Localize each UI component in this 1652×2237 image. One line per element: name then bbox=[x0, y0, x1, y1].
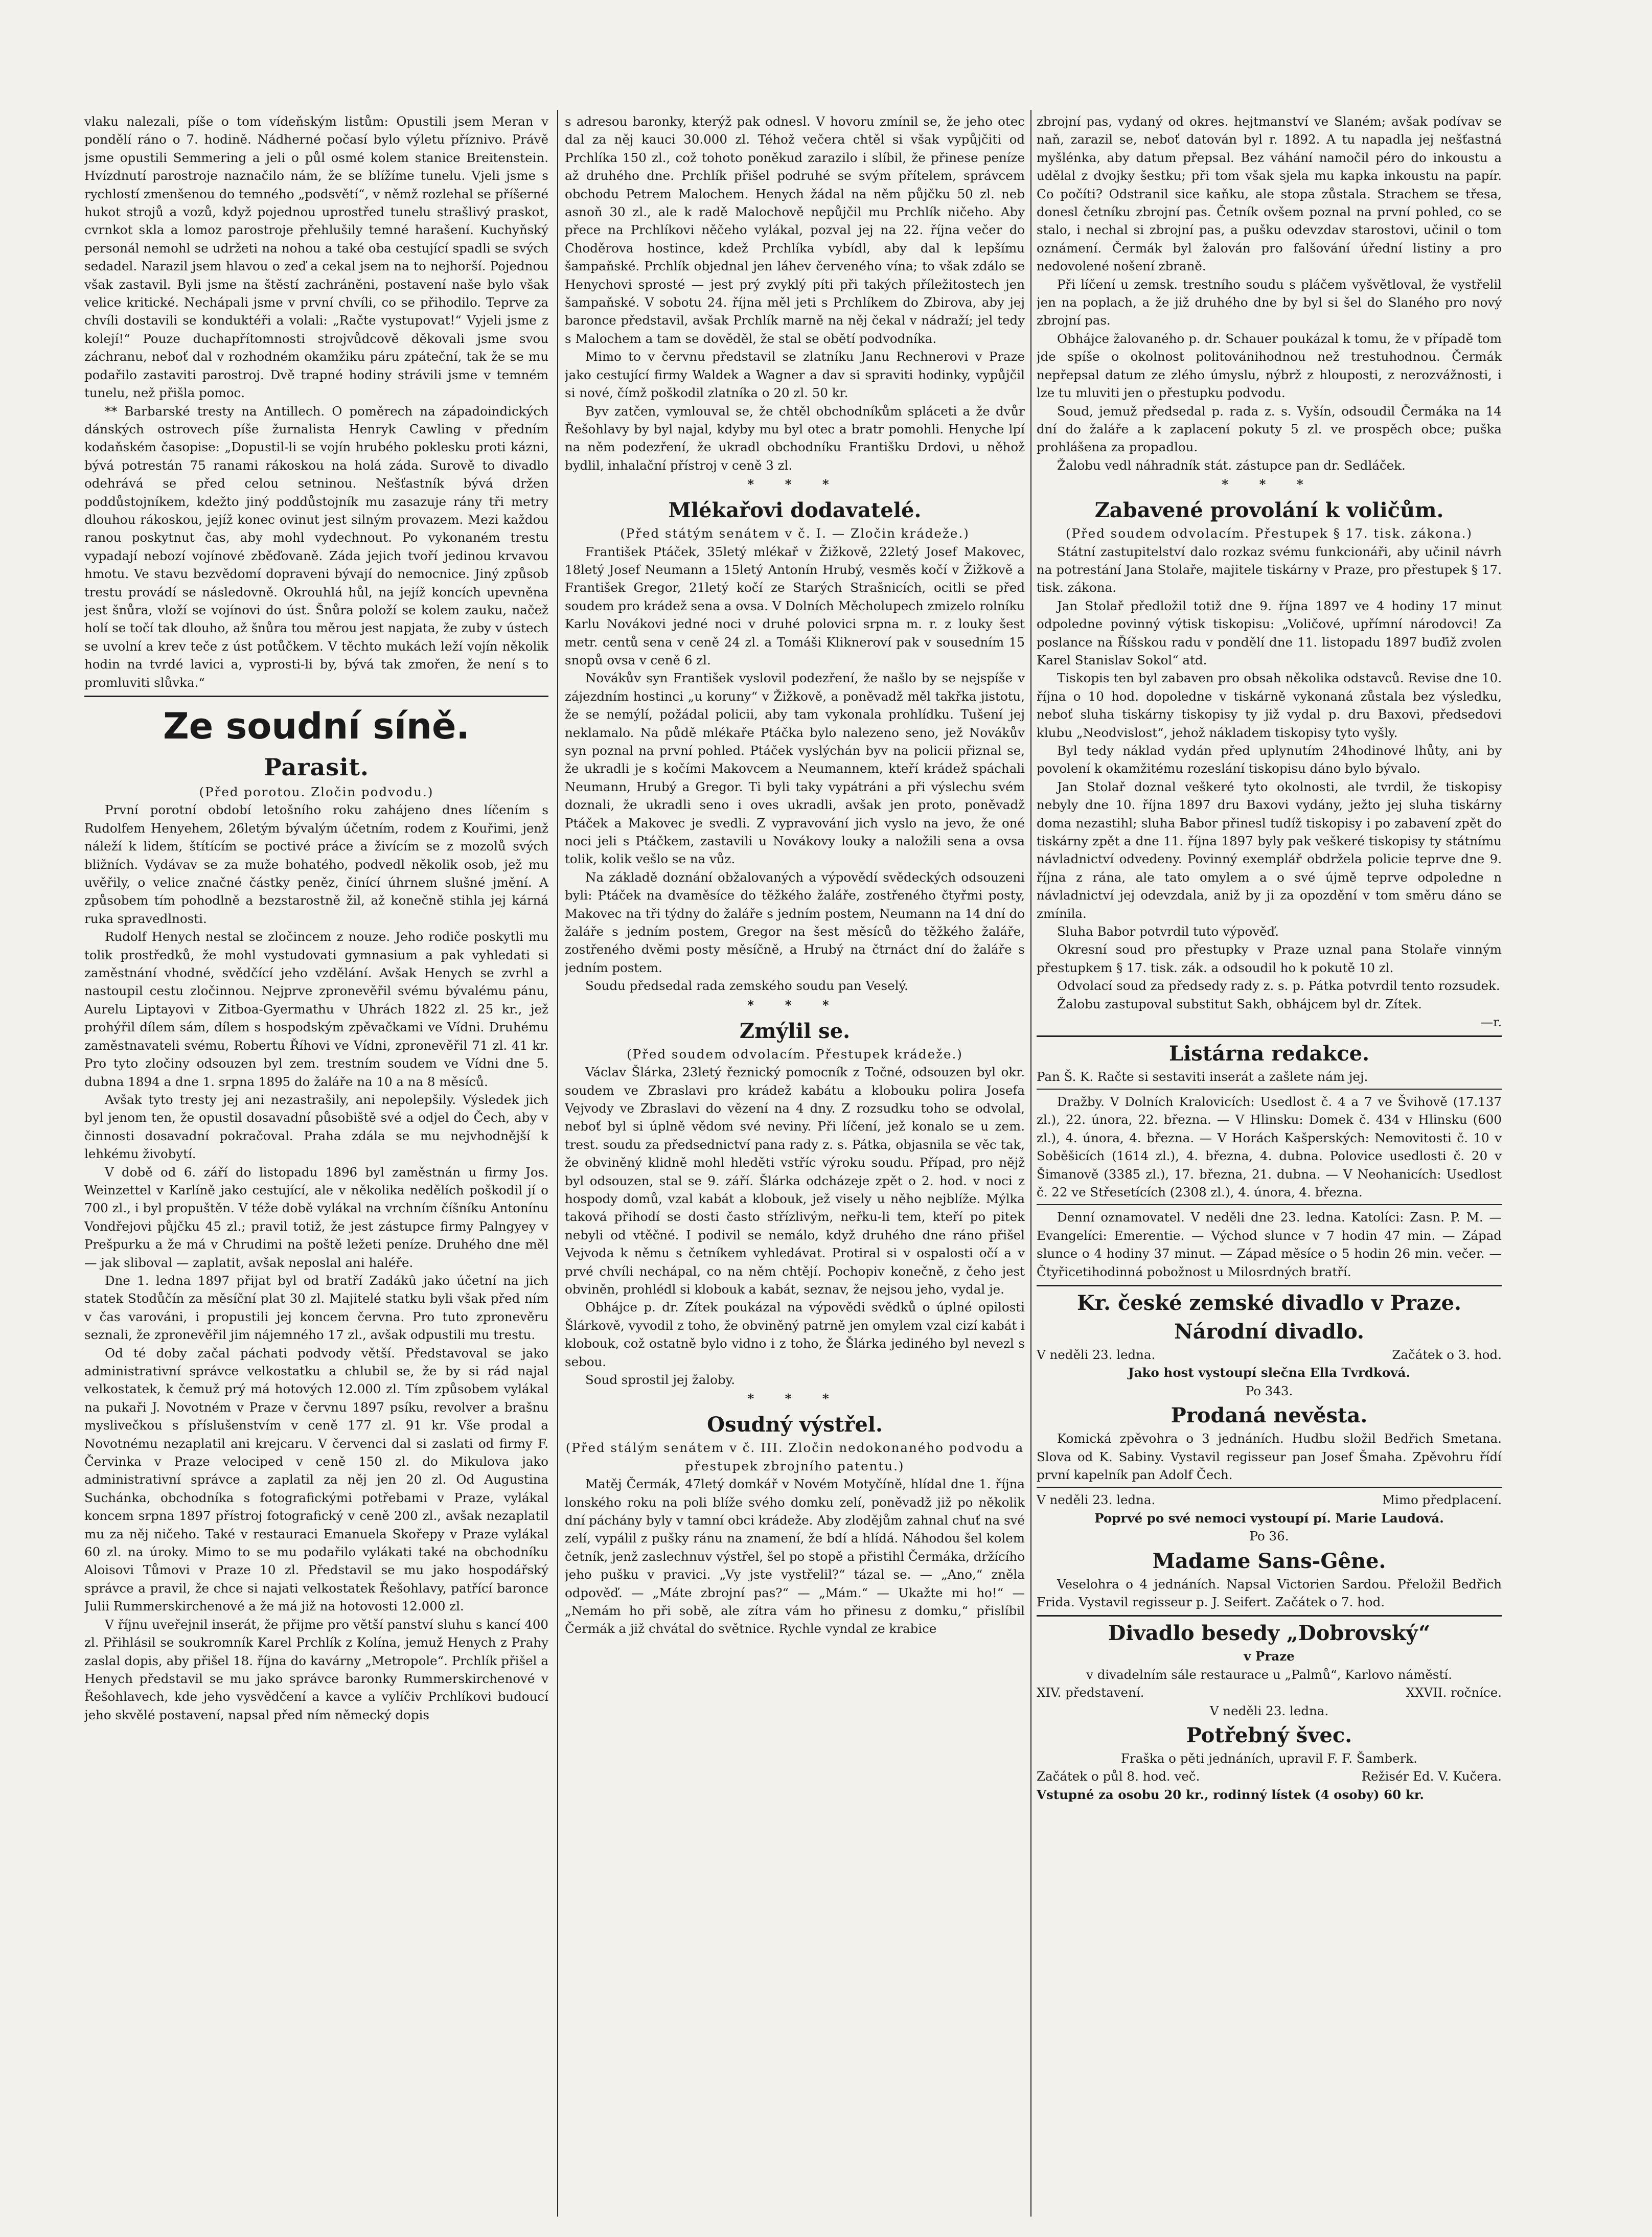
divider bbox=[1037, 1089, 1502, 1090]
play-title: Madame Sans-Gêne. bbox=[1152, 1549, 1386, 1573]
article-paragraph: Rudolf Henych nestal se zločincem z nouze. Jeho rodiče poskytli mu tolik prostředků, že mohl vystudovati gymnasium a pak vyhledati si zaměstnání vhodné, svědčící jeho vzdělání. Avšak Henych se zvrhl a nastoupil cestu zločinnou. Nejprve zpronevěřil svému bývalému pánu, Aurelu Liptayovi v Zitboa-Gyermathu v Uhrách 1822 zl. 25 kr., jež prohýřil dílem sám, dílem s hospodským zpěvačkami ve Vídni. Druhému zaměstnavateli svému, Robertu Říhovi ve Vídni, zpronevěřil 71 zl. 41 kr. Pro tyto zločiny odsouzen byl zem. trestním soudem ve Vídni dne 5. dubna 1894 a dne 1. srpna 1895 do žaláře na 10 a na 8 měsíců. bbox=[84, 929, 548, 1089]
article-paragraph: Matěj Čermák, 47letý domkář v Novém Motyčíně, hlídal dne 1. října lonského roku na poli blíže svého domku zelí, poněvadž již po několik dní páchány byly v tamní obci krádeže. Aby zlodějům zahnal chuť na své zelí, vypálil z pušky ránu na znamení, že bdí a hlídá. Náhodou šel kolem četník, jenž zaslechnuv výstřel, šel po stopě a přistihl Čermáka, držícího jeho pušku v pravici. „Vy jste vystřelil?“ tázal se. — „Ano,“ zněla odpověď. — „Máte zbrojní pas?“ — „Mám.“ — Ukažte mi ho!“ — „Nemám ho při sobě, ale zítra vám ho přinesu z domku,“ přislíbil Čermák a již chvátal do světnice. Rychle vyndal ze krabice bbox=[565, 1477, 1025, 1636]
besedy-play: Potřebný švec. bbox=[1186, 1723, 1352, 1748]
show-start: Začátek o 3. hod. bbox=[1392, 1347, 1502, 1362]
article-paragraph: s adresou baronky, kterýž pak odnesl. V hovoru zmínil se, že jeho otec dal za něj kauci 30.000 zl. Téhož večera chtěl si však vypůjčiti od Prchlíka 150 zl., což tohoto poněkud zarazilo i slíbil, že přinese peníze až druhého dne. Prchlík přišel podruhé se svým přítelem, správcem obchodu Petrem Malochem. Henych žádal na něm půjčku 50 zl. neb asnoň 30 zl., ale k radě Malochově nepůjčil mu Prchlík ničeho. Aby přece na Prchlíkovi něčeho vylákal, pozval jej na 22. října večer do Choděrova hostince, kdež Prchlíka vybídl, aby dal k lepšímu šampaňské. Prchlík objednal jen láhev červeného vína; to však zdálo se Henychovi sprosté — jest prý zvyklý píti při takých příležitostech jen šampaňské. V sobotu 24. října měl jeti s Prchlíkem do Zbirova, aby jej baronce představil, avšak Prchlík marně na něj čekal v nádraží; jel tedy s Malochem a tam se dověděl, že stal se obětí podvodníka. bbox=[565, 114, 1025, 346]
besedy-desc: Fraška o pěti jednáních, upravil F. F. Šamberk. bbox=[1121, 1751, 1417, 1766]
theatre-row bbox=[1037, 1491, 1502, 1509]
show-number: Po 36. bbox=[1249, 1529, 1289, 1544]
article-paragraph: Okresní soud pro přestupky v Praze uznal pana Stolaře vinným přestupkem § 17. tisk. zák. a odsoudil ho k pokutě 10 zl. bbox=[1037, 942, 1502, 975]
article-paragraph: Od té doby začal páchati podvody větší. Představoval se jako administrativní správce velkostatku a chlubil se, že by si rád najal velkostatek, k čemuž prý má hotových 12.000 zl. Tím způsobem vylákal na pukaři J. Novotném v Praze v červnu 1897 psíku, revolver a brašnu myslivečkou s příslušenstvím v ceně 177 zl. 91 kr. Vše prodal a Novotnému nezaplatil ani krejcaru. V červenci dal si zaslati od firmy F. Červinka v Praze velociped v ceně 150 zl. do Mikulova jako administrativní správce a zaplatil za něj jen 20 zl. Od Augustina Suchánka, obchodníka s fotografickými potřebami v Praze, vylákal koncem srpna 1897 přístroj fotografický v ceně 200 zl., avšak nezaplatil mu za něj ničeho. Také v restauraci Emanuela Skořepy v Praze vylákal 60 zl. na úroky. Mimo to se mu podařilo vylákati také na obchodníku Aloisovi Tůmovi v Praze 10 zl. Představil se mu jako hospodářský správce a pravil, že chce si najati velkostatek Řešohlavy, patřící baronce Julii Rummerskirchenové a že má již na hotovosti 12.000 zl. bbox=[84, 1345, 548, 1614]
besedy-city: v Praze bbox=[1244, 1649, 1295, 1664]
article-title: Osudný výstřel. bbox=[707, 1413, 883, 1437]
article-subtitle: (Před soudem odvolacím. Přestupek § 17. tisk. zákona.) bbox=[1066, 526, 1473, 541]
article-paragraph: Státní zastupitelství dalo rozkaz svému funkcionáři, aby učinil návrh na potrestání Jana Stolaře, majitele tiskárny v Praze, pro přestupek § 17. tisk. zákona. bbox=[1037, 544, 1502, 595]
separator-stars: * * * bbox=[747, 477, 842, 492]
article-paragraph: Při líčení u zemsk. trestního soudu s pláčem vyšvětloval, že vystřelil jen na poplach, a že již druhého dne by byl si šel do Slaného pro nový zbrojní pas. bbox=[1037, 276, 1502, 328]
show-date: V neděli 23. ledna. bbox=[1037, 1347, 1156, 1362]
article-paragraph: V říjnu uveřejnil inserát, že přijme pro větší panství sluhu s kancí 400 zl. Přihlásil se soukromník Karel Prchlík z Kolína, jemuž Henych z Prahy zaslal dopis, aby přišel 18. října do kavárny „Metropole“. Prchlík přišel a Henych představil se mu jako správce baronky Rummerskirchenové v Řešohlavech, kde jeho vysvědčení a kavce a vylíčiv Prchlíkovi budoucí jeho skvělé postavení, napsal před ním německý dopis bbox=[84, 1617, 548, 1722]
article-subtitle: (Před státým senátem v č. I. — Zločin krádeže.) bbox=[620, 526, 970, 541]
article-paragraph: Obhájce p. dr. Zítek poukázal na výpovědi svědků o úplné opilosti Šlárkově, vyvodil z toho, že obviněný patrně jen omylem vzal cizí kabát i klobouk, což ostatně bylo vidno i z toho, že Šlárka jediného byl nevezl s sebou. bbox=[565, 1300, 1025, 1369]
article-paragraph: Odvolací soud za předsedy rady z. s. p. Pátka potvrdil tento rozsudek. bbox=[1057, 978, 1500, 994]
article-paragraph: První porotní období letošního roku zahájeno dnes líčením s Rudolfem Henyehem, 26letým bývalým účetním, rodem z Kouřimi, jenž náleží k lidem, štítícím se poctivé práce a živícím se z mozolů svých bližních. Vydávav se za muže bohatého, podvedl několik osob, jež mu uvěřily, o velice značné částky peněz, činící úhrnem slušné jmění. A způsobem tím pohodlně a bezstarostně žil, až konečně stihla jej kárná ruka spravedlnosti. bbox=[84, 802, 548, 926]
article-title: Mlékařovi dodavatelé. bbox=[668, 498, 922, 523]
article-subtitle: (Před stálým senátem v č. III. Zločin nedokonaného podvodu a přestupek zbrojního patentu.) bbox=[565, 1440, 1024, 1473]
listarna-text: Pan Š. K. Račte si sestaviti inserát a zašlete nám jej. bbox=[1037, 1069, 1368, 1084]
article-paragraph: Byv zatčen, vymlouval se, že chtěl obchodníkům spláceti a že dvůr Řešohlavy by byl najal, kdyby mu byl otec a bratr pomohli. Henyche lpí na něm podezření, že ukradl obchodníku Františku Drdovi, u něhož bydlil, inhalační přístroj v ceně 3 zl. bbox=[565, 403, 1025, 473]
daily-notice: Denní oznamovatel. V neděli dne 23. ledna. Katolíci: Zasn. P. M. — Evangelíci: Emerentie. — Východ slunce v 7 hodin 47 min. — Západ slunce o 4 hodiny 37 minut. — Západ měsíce o 5 hodin 26 min. večer. — Čtyřicetihodinná pobožnost u Milosrdných bratří. bbox=[1037, 1210, 1502, 1279]
besedy-dir: Režisér Ed. V. Kučera. bbox=[1361, 1769, 1502, 1784]
article-paragraph: Sluha Babor potvrdil tuto výpověď. bbox=[1057, 924, 1279, 939]
article-paragraph: Václav Šlárka, 23letý řeznický pomocník z Točné, odsouzen byl okr. soudem ve Zbraslavi pro krádež kabátu a klobouku polira Josefa Vejvody ve Zbraslavi do vězení na 4 dny. Z rozsudku toho se odvolal, neboť byl si úplně vědom své neviny. Při líčení, jež konalo se u zem. trest. soudu za předsednictví pana rady z. s. Pátka, objasnila se věc tak, že obviněný klidně mohl hleděti vstříc výroku soudu. Případ, pro nějž byl odsouzen, stal se 9. září. Šlárka odcházeje zpět o 2. hod. v noci z hospody domů, vzal kabát a klobouk, jež visely u něho nejblíže. Mýlka taková přihodí se dosti často střízlivým, neřku-li tem, kteří po pitek nebyli od vtěčné. I podivil se nemálo, když druhého dne ráno přišel Vejvoda k němu s četníkem vyhledávat. Protiral si v ospalosti očí a v prvé chvíli nechápal, co na něm chtějí. Pochopiv konečně, z čeho jest obviněn, prohlédl si klobouk a kabát, seznav, že nejsou jeho, vydal je. bbox=[565, 1065, 1025, 1297]
article-paragraph: Byl tedy náklad vydán před uplynutím 24hodinové lhůty, ani by povolení k okamžitému rozeslání tiskopisu dáno bylo bývalo. bbox=[1037, 743, 1502, 776]
theatre-row bbox=[1037, 1346, 1502, 1364]
signature: —r. bbox=[1480, 1014, 1502, 1030]
column-divider bbox=[557, 110, 558, 2217]
article-paragraph: zbrojní pas, vydaný od okres. hejtmanství ve Slaném; avšak podívav se naň, zarazil se, neboť datován byl r. 1892. A tu napadla jej nešťastná myšlénka, aby datum přepsal. Bez váhání namočil péro do inkoustu a udělal z dvojky šestku; při tom však sjela mu kapka inkoustu na papír. Co počíti? Odstranil sice kaňku, ale stopa zůstala. Strachem se třesa, donesl četníku zbrojní pas. Četník ovšem poznal na první pohled, co se stalo, i nechal si zbrojní pas, a pušku odevzdav starostovi, učinil o tom oznámení. Čermák byl žalován pro falšování úřední listiny a pro nedovolené nošení zbraně. bbox=[1037, 114, 1502, 274]
divider bbox=[1037, 1035, 1502, 1037]
besedy-row bbox=[1037, 1767, 1502, 1785]
article-paragraph: Na základě doznání obžalovaných a výpovědí svědeckých odsouzeni byli: Ptáček na dvaměsíce do těžkého žaláře, zostřeného čtyřmi posty, Makovec na tři týdny do žaláře s jedním postem, Neumann na 14 dní do žaláře s jedním postem, Gregor na šest měsíců do těžkého žaláře, zostřeného dvěmi posty měsíčně, a Hrubý na čtrnáct dní do žaláře s jedním postem. bbox=[565, 869, 1025, 975]
separator-stars: * * * bbox=[747, 1391, 842, 1406]
show-extra: Mimo předplacení. bbox=[1382, 1492, 1502, 1508]
divider bbox=[1037, 1285, 1502, 1286]
article-paragraph: ** Barbarské tresty na Antillech. O poměrech na západoindických dánských ostrovech píše žurnalista Henryk Cawling v předním kodaňském časopise: „Dopustil-li se vojín hrubého poklesku proti kázni, bývá potrestán 75 ranami rákoskou na holá záda. Surově to divadlo odehrává se před celou setninou. Nešťastník bývá držen poddůstojníkem, kdežto jiný poddůstojník mu zasazuje rány tři metry dlouhou rákoskou, jejíž konec ovinut jest silným provazem. Mezi každou ranou poskytnut čas, aby mohl vydechnout. Po vykonaném trestu vypadají nebozí vojínové zběďovaně. Záda jejich tvoří jedinou krvavou hmotu. Ve stavu bezvědomí dopraveni bývají do nemocnice. Jiný způsob trestu provádí se následovně. Okrouhlá hůl, na jejíž koncích upevněna jest šnůra, vloží se vojínovi do úst. Šnůra položí se kolem zauku, načež holí se točí tak dlouho, až šnůra tou měrou jest napjata, že zuby v ústech se uvolní a krev teče z úst potůčkem. V těchto mukách leží vojín několik hodin na tvrdé lavici a, vyprosti-li by, bývá tak zmořen, že není s to promluviti slůvka.“ bbox=[84, 403, 548, 690]
article-paragraph: Jan Stolař doznal veškeré tyto okolnosti, ale tvrdil, že tiskopisy nebyly dne 10. října 1897 dru Baxovi vydány, ježto jej sluha tiskárny doma nezastihl; sluha Babor přinesl tudíž tiskopisy i po zabavení zpět do tiskárny zpět a dne 11. října 1897 byly pak veškeré tiskopisy ty státnímu návladnictví odvedeny. Povinný exemplář obdržela policie teprve dne 9. října z rána, ale tato omylem a o své újmě teprve odpoledne n návladnictví jej odevzdala, aniž by ji za opozdění v tom směru dáno se zmínila. bbox=[1037, 779, 1502, 921]
article-subtitle: (Před soudem odvolacím. Přestupek krádeže.) bbox=[627, 1046, 963, 1062]
article-paragraph: Žalobu vedl náhradník stát. zástupce pan dr. Sedláček. bbox=[1057, 457, 1406, 473]
besedy-title: Divadlo besedy „Dobrovský“ bbox=[1108, 1621, 1431, 1646]
column-1 bbox=[84, 112, 548, 2217]
column-divider bbox=[1030, 110, 1031, 2217]
article-title: Zmýlil se. bbox=[739, 1019, 851, 1043]
divider bbox=[1037, 1487, 1502, 1488]
column-2 bbox=[565, 112, 1025, 2217]
besedy-year: XXVII. ročníce. bbox=[1406, 1685, 1502, 1700]
besedy-start: Začátek o půl 8. hod. več. bbox=[1037, 1769, 1200, 1784]
play-description: Komická zpěvohra o 3 jednáních. Hudbu složil Bedřich Smetana. Slova od K. Sabiny. Vystavil regisseur pan Josef Šmaha. Zpěvohru řídí první kapelník pan Adolf Čech. bbox=[1037, 1431, 1502, 1482]
article-paragraph: Avšak tyto tresty jej ani nezastrašily, ani nepolepšily. Výsledek jich byl jenom ten, že opustil dosavadní působiště své a odjel do Čech, aby v činnosti dosavadní pokračoval. Praha zdála se mu nejvhodnější k lehkému živobytí. bbox=[84, 1092, 548, 1162]
besedy-row bbox=[1037, 1683, 1502, 1701]
besedy-date: V neděli 23. ledna. bbox=[1209, 1703, 1329, 1718]
article-paragraph: Soud sprostil jej žaloby. bbox=[585, 1372, 736, 1387]
separator-stars: * * * bbox=[747, 997, 842, 1012]
article-paragraph: Tiskopis ten byl zabaven pro obsah několika odstavců. Revise dne 10. října o 10 hod. dopoledne v tiskárně vykonaná zůstala bez výsledku, neboť sluha tiskárny tiskopisy ty již vydal p. dru Baxovi, předsedovi klubu „Neodvislost“, jehož nákladem tiskopisy tyto vyšly. bbox=[1037, 671, 1502, 740]
article-paragraph: František Ptáček, 35letý mlékař v Žižkově, 22letý Josef Makovec, 18letý Josef Neumann a 15letý Antonín Hrubý, vesměs kočí v Žižkově a František Gregor, 21letý kočí ze Starých Strašnicích, ocitli se před soudem pro krádež sena a ovsa. V Dolních Měcholupech zmizelo rolníku Karlu Novákovi jedné noci v druhé polovici srpna m. r. z louky šest metr. centů sena v ceně 24 zl. a Tomáši Klikneroví pak v sousedním 15 snopů ovsa v ceně 6 zl. bbox=[565, 544, 1025, 667]
article-title: Parasit. bbox=[264, 753, 369, 781]
theatre-subtitle: Národní divadlo. bbox=[1174, 1319, 1364, 1344]
article-paragraph: Mimo to v červnu představil se zlatníku Janu Rechnerovi v Praze jako cestující firmy Waldek a Wagner a dav si spraviti hodinky, vypůjčil si nové, čímž poškodil zlatníka o 20 zl. 50 kr. bbox=[565, 349, 1025, 401]
column-3 bbox=[1037, 112, 1502, 2217]
article-paragraph: V době od 6. září do listopadu 1896 byl zaměstnán u firmy Jos. Weinzettel v Karlíně jako cestující, ale v několika nedělích poškodil jí o 700 zl., i byl propuštěn. V téže době vylákal na vrchním číšníku Antonínu Vondřejovi půjčku 45 zl.; pravil totiž, že jest zástupce firmy Palngyey v Prešpurku a že má v Chrudimi na poště ležeti peníze. Druhého dne měl — jak sliboval — zaplatit, avšak neposlal ani haléře. bbox=[84, 1164, 548, 1270]
article-paragraph: Jan Stolař předložil totiž dne 9. října 1897 ve 4 hodiny 17 minut odpoledne povinný výtisk tiskopisu: „Voličové, upřímní národovci! Za poslance na Říšskou radu v pondělí dne 11. listopadu 1897 buďiž zvolen Karel Stanislav Sokol“ atd. bbox=[1037, 598, 1502, 667]
article-paragraph: Obhájce žalovaného p. dr. Schauer poukázal k tomu, že v případě tom jde spíše o okolnost politovánihodnou než trestuhodnou. Čermák nepřepsal datum ze zlého úmyslu, nýbrž z hlouposti, z nerozvážnosti, i lze tu mluviti jen o přestupku podvodu. bbox=[1037, 331, 1502, 401]
play-description: Veselohra o 4 jednáních. Napsal Victorien Sardou. Přeložil Bedřich Frida. Vystavil regisseur p. J. Seifert. Začátek o 7. hod. bbox=[1037, 1576, 1502, 1610]
section-heading: Ze soudní síně. bbox=[163, 705, 470, 747]
article-paragraph: Dne 1. ledna 1897 přijat byl od bratří Zadákû jako účetní na jich statek Stodůčín za měsíční plat 30 zl. Majitelé statku byli však před ním v čas varováni, i propustili jej koncem června. Pro tuto zpronevěru seznali, že zpronevěřil jim nájemného 17 zl., avšak odpustili mu trestu. bbox=[84, 1273, 548, 1343]
auctions-notice: Dražby. V Dolních Kralovicích: Usedlost č. 4 a 7 ve Švihově (17.137 zl.), 22. února, 22. března. — V Hlinsku: Domek č. 434 v Hlinsku (600 zl.), 4. února, 4. března. — V Horách Kašperských: Nemovitosti č. 10 v Soběšicích (1614 zl.), 4. března, 4. dubna. Polovice usedlosti č. 20 v Šimanově (3385 zl.), 17. března, 21. dubna. — V Neohanicích: Usedlost č. 22 ve Střesetících (2308 zl.), 4. února, 4. března. bbox=[1037, 1094, 1502, 1200]
article-paragraph: Soud, jemuž předsedal p. rada z. s. Vyšín, odsoudil Čermáka na 14 dní do žaláře a k zaplacení pokuty 5 zl. ve prospěch obce; puška prohlášena za propadlou. bbox=[1037, 403, 1502, 455]
besedy-rep: XIV. představení. bbox=[1037, 1685, 1144, 1700]
show-guest: Jako host vystoupí slečna Ella Tvrdková. bbox=[1128, 1365, 1410, 1380]
listarna-title: Listárna redakce. bbox=[1168, 1041, 1370, 1066]
show-number: Po 343. bbox=[1245, 1383, 1293, 1398]
divider bbox=[1037, 1204, 1502, 1205]
article-subtitle: (Před porotou. Zločin podvodu.) bbox=[199, 785, 434, 799]
article-paragraph: Žalobu zastupoval substitut Sakh, obhájcem byl dr. Zítek. bbox=[1057, 996, 1422, 1011]
theatre-title: Kr. české zemské divadlo v Praze. bbox=[1077, 1290, 1461, 1315]
play-title: Prodaná nevěsta. bbox=[1171, 1403, 1368, 1428]
besedy-place: v divadelním sále restaurace u „Palmů“, Karlovo náměstí. bbox=[1086, 1667, 1452, 1682]
besedy-entry: Vstupné za osobu 20 kr., rodinný lístek (4 osoby) 60 kr. bbox=[1037, 1787, 1424, 1802]
divider bbox=[1037, 1615, 1502, 1617]
show-note: Poprvé po své nemoci vystoupí pí. Marie Laudová. bbox=[1094, 1510, 1444, 1526]
divider bbox=[84, 696, 548, 697]
separator-stars: * * * bbox=[1222, 477, 1317, 492]
article-title: Zabavené provolání k voličům. bbox=[1094, 498, 1444, 523]
article-paragraph: Soudu předsedal rada zemského soudu pan Veselý. bbox=[585, 978, 908, 994]
article-paragraph: Novákův syn František vyslovil podezření, že našlo by se nejspíše v zájezdním hostinci „u koruny“ v Žižkově, a poněvadž měl takřka jistotu, že se nemýlí, požádal policii, aby tam vykonala prohlídku. Tušení jej neklamalo. Na půdě mlékaře Ptáčka bylo nalezeno seno, jež Novákův syn poznal na první pohled. Ptáček vyslýchán byv na policii přiznal se, že ukradli je s kočími Makovcem a Neumannem, kteří krádež spáchali Neumann, Hrubý a Gregor. Ti byli taky vypátráni a při výslechu svém doznali, že ukradli seno i oves ukradli, avšak jen proto, poněvadž Ptáček a Makovec je svedli. Z vypravování jich vyslo na jevo, že oné noci jeli s Ptáčkem, zastavili u Novákovy louky a naložili sena a ovsa tolik, kolik vešlo se na vůz. bbox=[565, 671, 1025, 867]
article-paragraph: vlaku nalezali, píše o tom vídeňským listům: Opustili jsem Meran v pondělí ráno o 7. hodině. Nádherné počasí bylo výletu příznivo. Právě jsme opustili Semmering a jeli o půl osmé kolem stanice Breitenstein. Hvízdnutí parostroje naznačilo nám, že se blížíme tunelu. Vjeli jsme s rychlostí zmenšenou do temného „podsvětí“, v němž rozlehal se příšerné hukot strojů a vozů, když pojednou uprostřed tunelu strašlivý praskot, cvrnkot skla a lomoz parostroje přehlušily temné harašení. Kuchyňský personál nemohl se udržeti na nohou a také oba cestující spadli se svých sedadel. Narazil jsem hlavou o zeď a cekal jsem na to nejhorší. Pojednou však zastavil. Byli jsme na štěstí zachráněni, postavení naše bylo však velice kritické. Nechápali jsme v první chvíli, co se přihodilo. Teprve za chvíli dostavili se konduktéři a volali: „Račte vystupovat!“ Vyjeli jsme z kolejí!“ Pouze duchapřítomnosti strojvůdcově děkovali jsme svou záchranu, neboť dal v rozhodném okamžiku páru zpáteční, tak že se mu podařilo zastaviti parostroj. Dvě trapné hodiny strávili jsme v temném tunelu, než přišla pomoc. bbox=[84, 114, 548, 401]
show-date: V neděli 23. ledna. bbox=[1037, 1492, 1156, 1508]
